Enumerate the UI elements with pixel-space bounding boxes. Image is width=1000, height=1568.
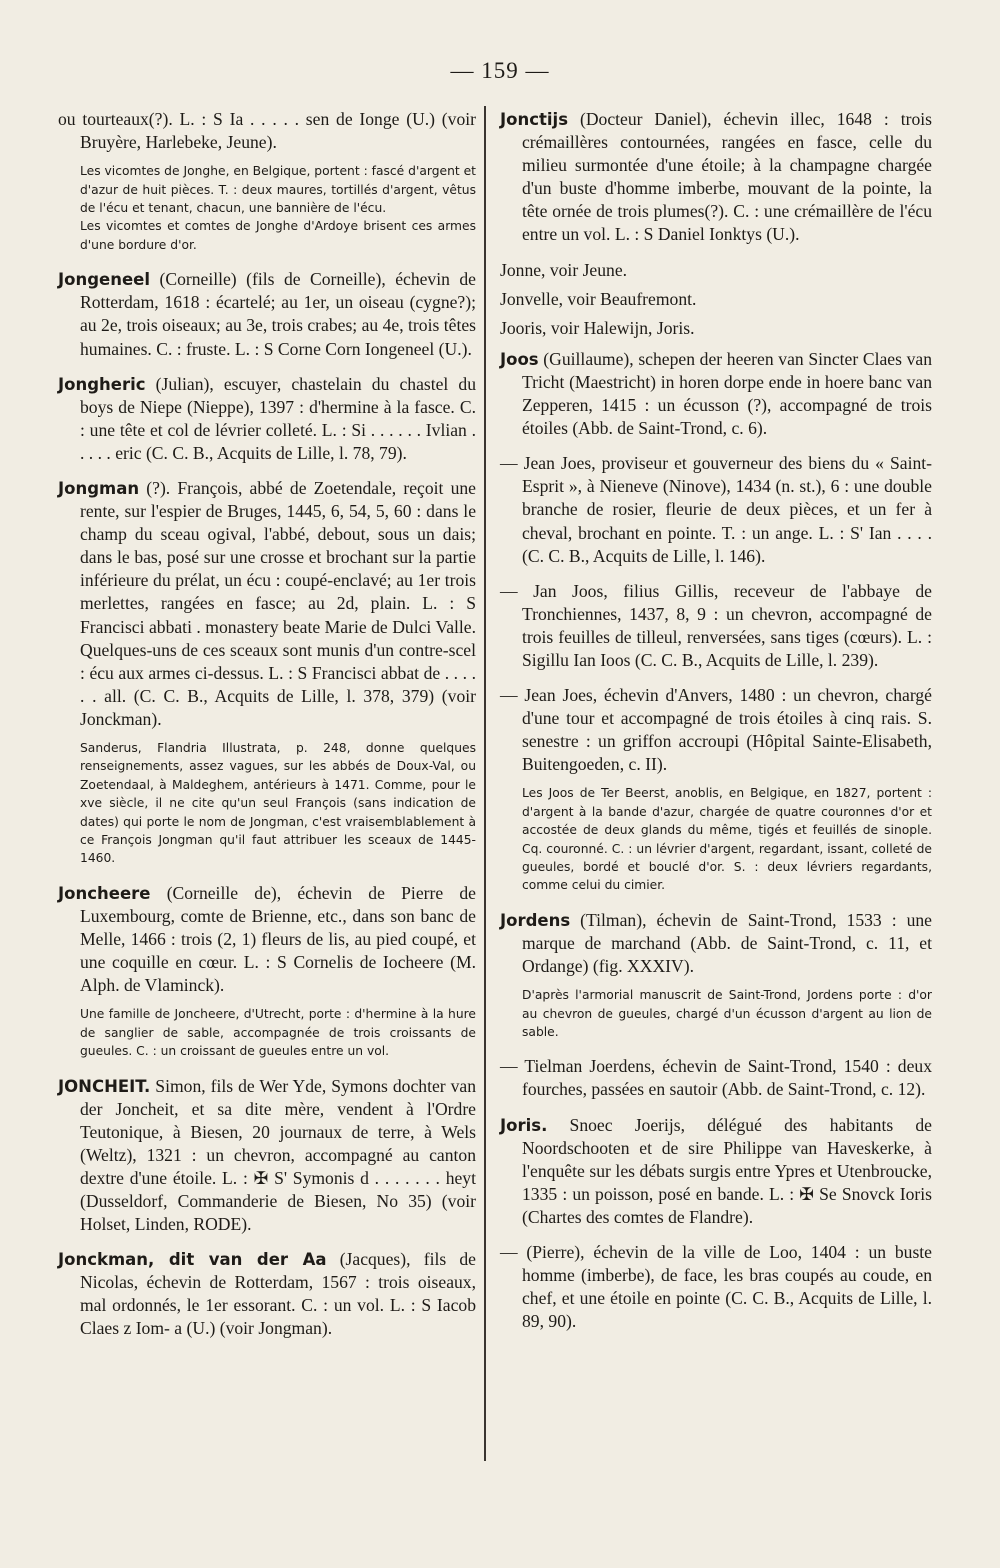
note-de-jonghe bbox=[80, 162, 476, 254]
entry-jean-joes-anvers: — Jean Joes, échevin d'Anvers, 1480 : un chevron, chargé d'une tour et accompagné de trois étoiles à cinq rais. S. senestre : un griffon accroupi (Hôpital Sainte-Elisabeth, Buitengoeden, c. II). bbox=[500, 685, 932, 775]
entry-joncheere bbox=[58, 882, 476, 997]
note-sanderus: Sanderus, Flandria Illustrata, p. 248, donne quelques renseignements, assez vagues, sur les abbés de Doux-Val, ou Zoetendaal, à Maldeghem, antérieurs à 1471. Comme, pour le xve siècle, il ne cite qu'un seul François (sans indication de dates) qui porte le nom de Jongman, c'est vraisemblablement à ce François Jongman qu'il faut attribuer les sceaux de 1445-1460. bbox=[80, 741, 476, 866]
headword: Joncheere bbox=[58, 883, 151, 903]
entry-text: (Guillaume), schepen der heeren van Sincter Claes van Tricht (Maestricht) in horen dorpe ende in hoere banc van Zepperen, 1415 : un écusson (?), accompagné de trois étoiles (Abb. de Saint-Trond, c. 6). bbox=[522, 348, 932, 439]
entry-jonvelle: Jonvelle, voir Beaufremont. bbox=[500, 288, 697, 309]
entry-text: Snoec Joerijs, délégué des habitants de Noordschooten et de sire Philippe van Haveskerke, à l'enquête sur les débats surgis entre Ypres et Utenbroucke, 1335 : un poisson, posé en bande. L. : ✠ Se Snovck Ioris (Chartes des comtes de Flandre). bbox=[522, 1114, 932, 1227]
note-joos-ter-beerst: Les Joos de Ter Beerst, anoblis, en Belgique, en 1827, portent : d'argent à la bande d'azur, chargée de quatre couronnes d'or et accostée de deux glands du même, tigés et feuillés de sinople. Cq. couronné. C. : un lévrier d'argent, regardant, issant, colleté de gueules, bordé et bouclé d'or. S. : deux lévriers regardants, comme celui du cimier. bbox=[522, 786, 932, 893]
headword: Jongheric bbox=[58, 374, 146, 394]
headword: JONCHEIT. bbox=[58, 1076, 151, 1096]
headword: Jongeneel bbox=[58, 270, 151, 290]
entry-continuation: ou tourteaux(?). L. : S Ia . . . . . sen de Ionge (U.) (voir Bruyère, Harlebeke, Jeune). bbox=[58, 109, 476, 153]
entry-jan-joos: — Jan Joos, filius Gillis, receveur de l'abbaye de Tronchiennes, 1437, 8, 9 : un chevron, accompagné de trois feuilles de tilleul, renversées, sans tiges (cœurs). L. : Sigillu Ian Ioos (C. C. B., Acquits de Lille, l. 239). bbox=[500, 580, 932, 670]
entry-text: (Corneille) (fils de Corneille), échevin de Rotterdam, 1618 : écartelé; au 1er, un oiseau (cygne?); au 2e, trois oiseaux; au 3e, trois crabes; au 4e, trois têtes humaines. C. : fruste. L. : S Corne Corn Iongeneel (U.). bbox=[80, 269, 476, 359]
entry-text: (Jacques), fils de Nicolas, échevin de Rotterdam, 1567 : trois oiseaux, mal ordonnés, le 1er essorant. C. : un vol. L. : S Iacob Claes z Iom- a (U.) (voir Jongman). bbox=[80, 1249, 476, 1339]
entry-text: (Docteur Daniel), échevin illec, 1648 : trois crémaillères contournées, rangées en fasce, celle du milieu surmontée d'une étoile; à la champagne chargée d'un buste d'homme imberbe, mouvant de la pointe, la tête ornée de trois plumes(?). C. : une crémaillère de l'écu entre un vol. L. : S Daniel Ionktys (U.). bbox=[522, 109, 932, 245]
entry-tielman-joerdens: — Tielman Joerdens, échevin de Saint-Trond, 1540 : deux fourches, passées en sautoir (Abb. de Saint-Trond, c. 12). bbox=[500, 1056, 932, 1100]
entry-joncheit bbox=[58, 1075, 476, 1237]
entry-text: (?). François, abbé de Zoetendale, reçoit une rente, sur l'espier de Bruges, 1445, 6, 54, 5, 60 : dans le champ du sceau ogival, l'abbé, debout, sous un dais; dans le bas, posé sur une crosse et brochant sur la partie inférieure du prélat, un écu : coupé-enclavé; au 1er trois merlettes, rangées en fasce; au 2d, plain. L. : S Francisci abbati . monastery beate Marie de Dulci Valle. Quelques-uns de ces sceaux sont munis d'un contre-scel : écu aux armes ci-dessus. L. : S Francisci abbat de . . . . . . all. (C. C. B., Acquits de Lille, l. 378, 379) (voir Jonckman). bbox=[80, 477, 476, 729]
note-jordens: D'après l'armorial manuscrit de Saint-Trond, Jordens porte : d'or au chevron de gueules, chargé d'un écusson d'argent au lion de sable. bbox=[522, 988, 932, 1039]
note-paragraph: Les vicomtes et comtes de Jonghe d'Ardoye brisent ces armes d'une bordure d'or. bbox=[80, 219, 476, 252]
headword: Joos bbox=[500, 349, 539, 369]
page-number: — 159 — bbox=[450, 58, 550, 83]
entry-text: (Corneille de), échevin de Pierre de Luxembourg, comte de Brienne, etc., dans son banc de Melle, 1466 : trois (2, 1) fleurs de lis, au pied coupé, et une coquille en cœur. L. : S Cornelis de Iocheere (M. Alph. de Vlaminck). bbox=[80, 882, 476, 996]
entry-joos bbox=[500, 348, 932, 440]
headword: Jonckman, dit van der Aa bbox=[58, 1250, 327, 1270]
entry-text: (Julian), escuyer, chastelain du chastel du boys de Niepe (Nieppe), 1397 : d'hermine à la fasce. C. : une tête et col de lévrier colleté. L. : Si . . . . . . Ivlian . . . . . eric (C. C. B., Acquits de Lille, l. 78, 79). bbox=[80, 373, 476, 463]
headword: Jonctijs bbox=[500, 110, 569, 129]
note-paragraph: Les vicomtes de Jonghe, en Belgique, portent : fascé d'argent et d'azur de huit pièces. T. : deux maures, tortillés d'argent, vêtus de l'écu et tenant, chacun, une bannière de l'écu. bbox=[80, 164, 476, 215]
right-column bbox=[500, 108, 932, 1345]
headword: Jordens bbox=[500, 910, 571, 930]
entry-jongeneel bbox=[58, 268, 476, 360]
entry-jongheric bbox=[58, 373, 476, 465]
entry-text: Simon, fils de Wer Yde, Symons dochter van der Joncheit, et sa dite mère, vendent à l'Ordre Teutonique, à Biesen, 20 journaux de terre, à Wels (Weltz), 1321 : un chevron, accompagné au canton dextre d'une étoile. L. : ✠ S' Symonis d . . . . . . . heyt (Dusseldorf, Commanderie de Biesen, No 35) (voir Holset, Linden, RODE). bbox=[80, 1075, 476, 1235]
entry-text: (Tilman), échevin de Saint-Trond, 1533 : une marque de marchand (Abb. de Saint-Trond, c. 11, et Ordange) (fig. XXXIV). bbox=[522, 909, 932, 977]
entry-pierre-loo: — (Pierre), échevin de la ville de Loo, 1404 : un buste homme (imberbe), de face, les bras coupés au coude, en chef, et une étoile en pointe (C. C. B., Acquits de Lille, l. 89, 90). bbox=[500, 1242, 932, 1332]
left-column bbox=[58, 108, 476, 1353]
entry-joris bbox=[500, 1114, 932, 1229]
column-divider bbox=[484, 106, 486, 1461]
entry-jooris: Jooris, voir Halewijn, Joris. bbox=[500, 317, 695, 338]
entry-jonne: Jonne, voir Jeune. bbox=[500, 259, 628, 280]
entry-jean-joes-ninove: — Jean Joes, proviseur et gouverneur des biens du « Saint-Esprit », à Nieneve (Ninove), 1434 (n. st.), 6 : une double branche de rosier, fleurie de deux pièces, et un fer à cheval, brochant en pointe. T. : un ange. L. : S' Ian . . . . (C. C. B., Acquits de Lille, l. 146). bbox=[500, 453, 932, 566]
headword: Jongman bbox=[58, 478, 140, 498]
entry-jonckman bbox=[58, 1248, 476, 1340]
entry-jonctijs bbox=[500, 108, 932, 247]
entry-jordens bbox=[500, 909, 932, 978]
headword: Joris. bbox=[500, 1115, 548, 1135]
entry-jongman bbox=[58, 477, 476, 731]
note-joncheere: Une famille de Joncheere, d'Utrecht, porte : d'hermine à la hure de sanglier de sable, accompagnée de trois croissants de gueules. C. : un croissant de gueules entre un vol. bbox=[80, 1007, 476, 1059]
